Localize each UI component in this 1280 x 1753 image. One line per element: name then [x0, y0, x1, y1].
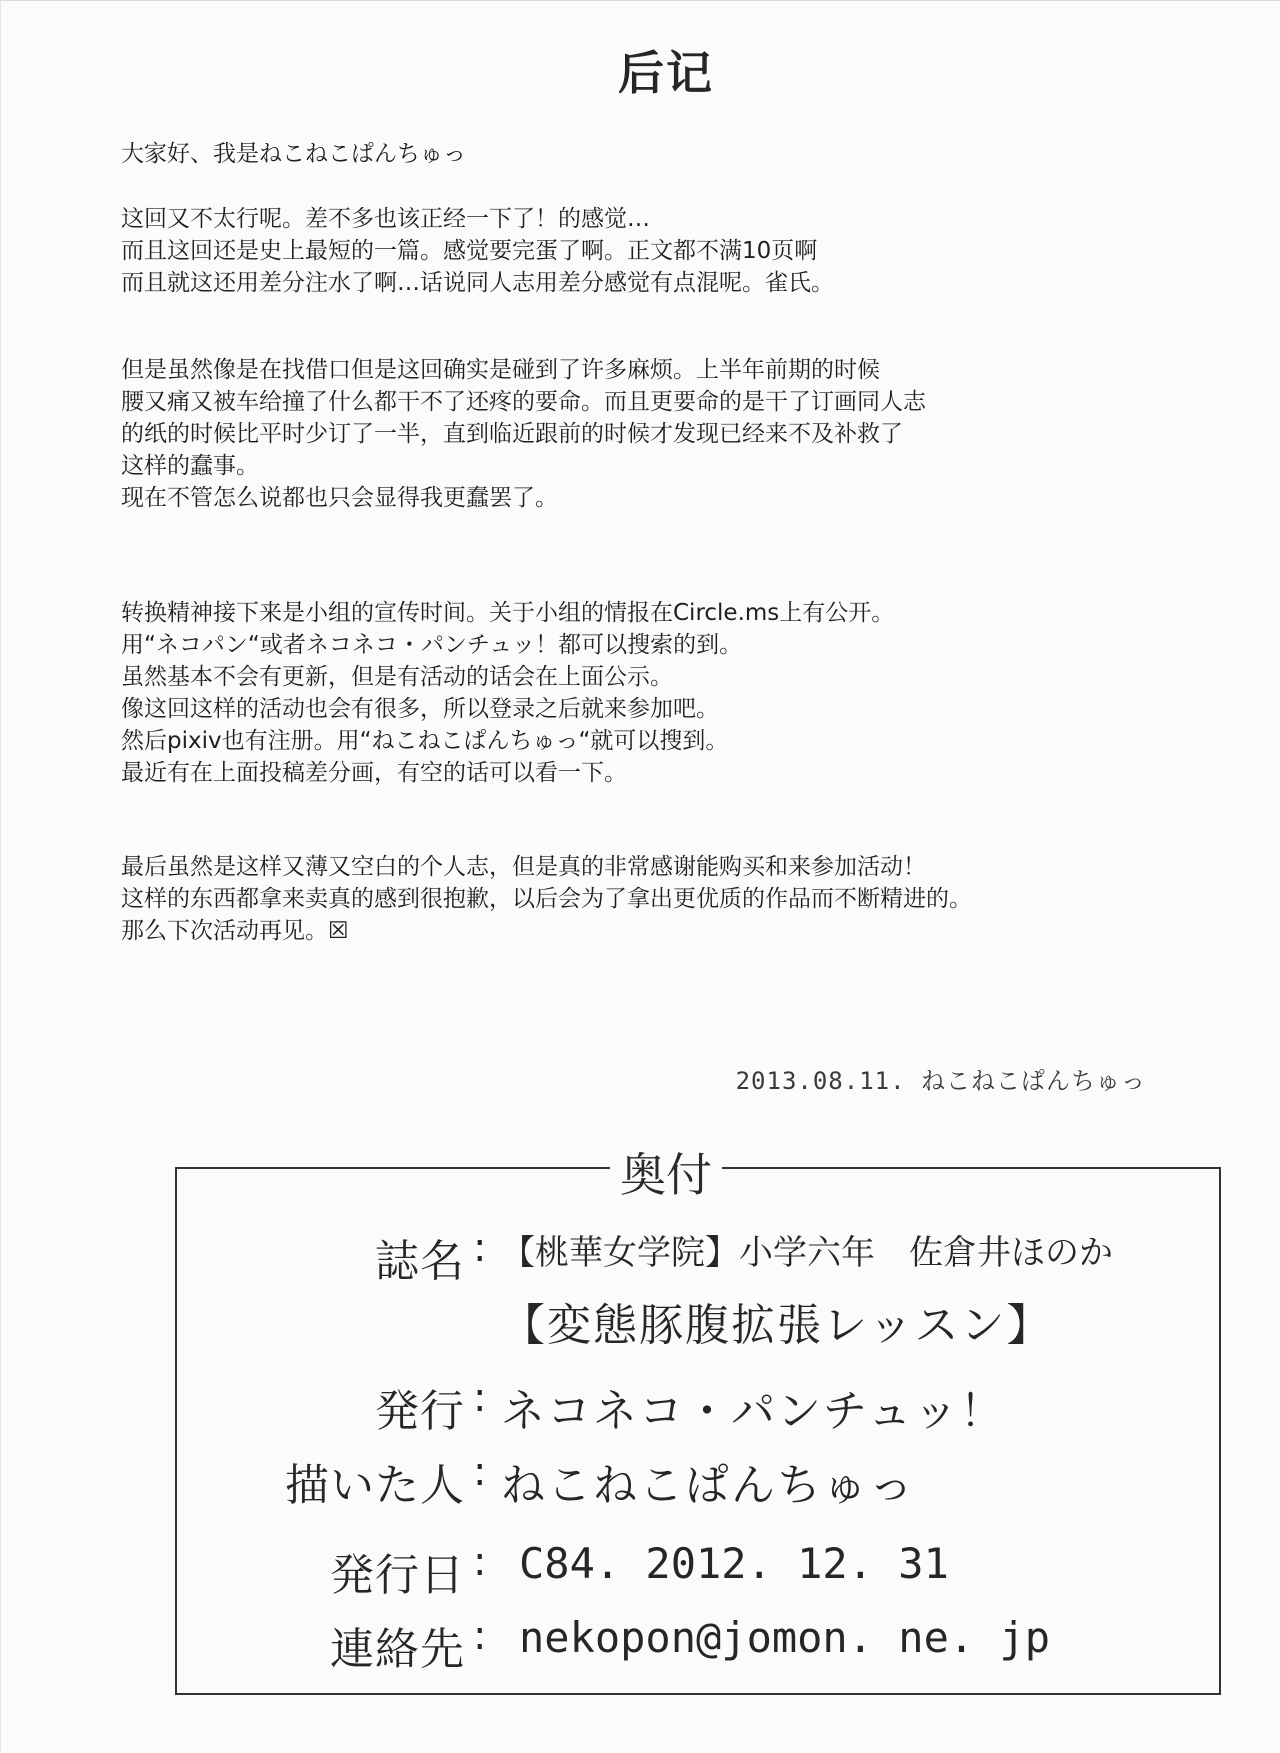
- text-line: 现在不管怎么说都也只会显得我更蠢罢了。: [121, 485, 558, 511]
- text-line: 这样的东西都拿来卖真的感到很抱歉，以后会为了拿出更优质的作品而不断精进的。: [121, 886, 972, 912]
- colophon-contact-email: nekopon@jomon. ne. jp: [519, 1613, 1051, 1662]
- colophon-colon: :: [473, 1449, 487, 1495]
- text-line: 最近有在上面投稿差分画，有空的话可以看一下。: [121, 760, 627, 786]
- colophon-title: 奥付: [610, 1148, 722, 1202]
- text-line: 腰又痛又被车给撞了什么都干不了还疼的要命。而且更要命的是干了订画同人志: [121, 389, 926, 415]
- colophon-value: ねこねこぱんちゅっ: [501, 1460, 915, 1511]
- afterword-paragraph-3: [121, 354, 1201, 514]
- colophon-label: 誌名: [375, 1236, 465, 1287]
- colophon-label: 連絡先: [330, 1624, 465, 1675]
- colophon-colon: :: [473, 1225, 487, 1271]
- text-line: 而且就这还用差分注水了啊…话说同人志用差分感觉有点混呢。雀氏。: [121, 270, 834, 296]
- colophon-title-wrap: [1, 1139, 1280, 1205]
- colophon-value: 【桃華女学院】小学六年 佐倉井ほのか: [501, 1233, 1113, 1273]
- text-line: 转换精神接下来是小组的宣传时间。关于小组的情报在Circle.ms上有公开。: [121, 600, 895, 626]
- afterword-paragraph-4: [121, 597, 1201, 789]
- text-line: 然后pixiv也有注册。用“ねこねこぱんちゅっ“就可以搜到。: [121, 728, 729, 754]
- colophon-colon: :: [473, 1613, 487, 1659]
- text-line: 最后虽然是这样又薄又空白的个人志，但是真的非常感谢能购买和来参加活动！: [121, 854, 926, 880]
- text-line: 但是虽然像是在找借口但是这回确实是碰到了许多麻烦。上半年前期的时候: [121, 357, 880, 383]
- colophon-colon: :: [473, 1375, 487, 1421]
- colophon-label: 描いた人: [285, 1460, 465, 1511]
- text-line: 而且这回还是史上最短的一篇。感觉要完蛋了啊。正文都不满10页啊: [121, 238, 818, 264]
- colophon-label: 発行日: [330, 1550, 465, 1601]
- text-line: 这样的蠢事。: [121, 453, 259, 479]
- colophon-value: 【変態豚腹拡張レッスン】: [501, 1300, 1053, 1351]
- text-line: 这回又不太行呢。差不多也该正经一下了！的感觉…: [121, 206, 650, 232]
- afterword-paragraph-2: [121, 203, 1201, 299]
- text-line: 虽然基本不会有更新，但是有活动的话会在上面公示。: [121, 664, 673, 690]
- colophon-label: 発行: [375, 1386, 465, 1437]
- text-line: 的纸的时候比平时少订了一半，直到临近跟前的时候才发现已经来不及补救了: [121, 421, 903, 447]
- afterword-paragraph-5: [121, 851, 1201, 947]
- text-line: 那么下次活动再见。☒: [121, 918, 349, 944]
- text-line: 用“ネコパン“或者ネコネコ・パンチュッ！都可以搜索的到。: [121, 632, 743, 658]
- text-line: 像这回这样的活动也会有很多，所以登录之后就来参加吧。: [121, 696, 719, 722]
- afterword-paragraph-greeting: [121, 138, 1201, 170]
- colophon-colon: :: [473, 1539, 487, 1585]
- text-line: 大家好、我是ねこねこぱんちゅっ: [121, 141, 466, 167]
- colophon-value: C84. 2012. 12. 31: [519, 1539, 949, 1588]
- colophon-value: ネコネコ・パンチュッ！: [501, 1386, 1006, 1437]
- afterword-signature: 2013.08.11. ねこねこぱんちゅっ: [735, 1067, 1146, 1095]
- afterword-title: 后记: [618, 46, 714, 100]
